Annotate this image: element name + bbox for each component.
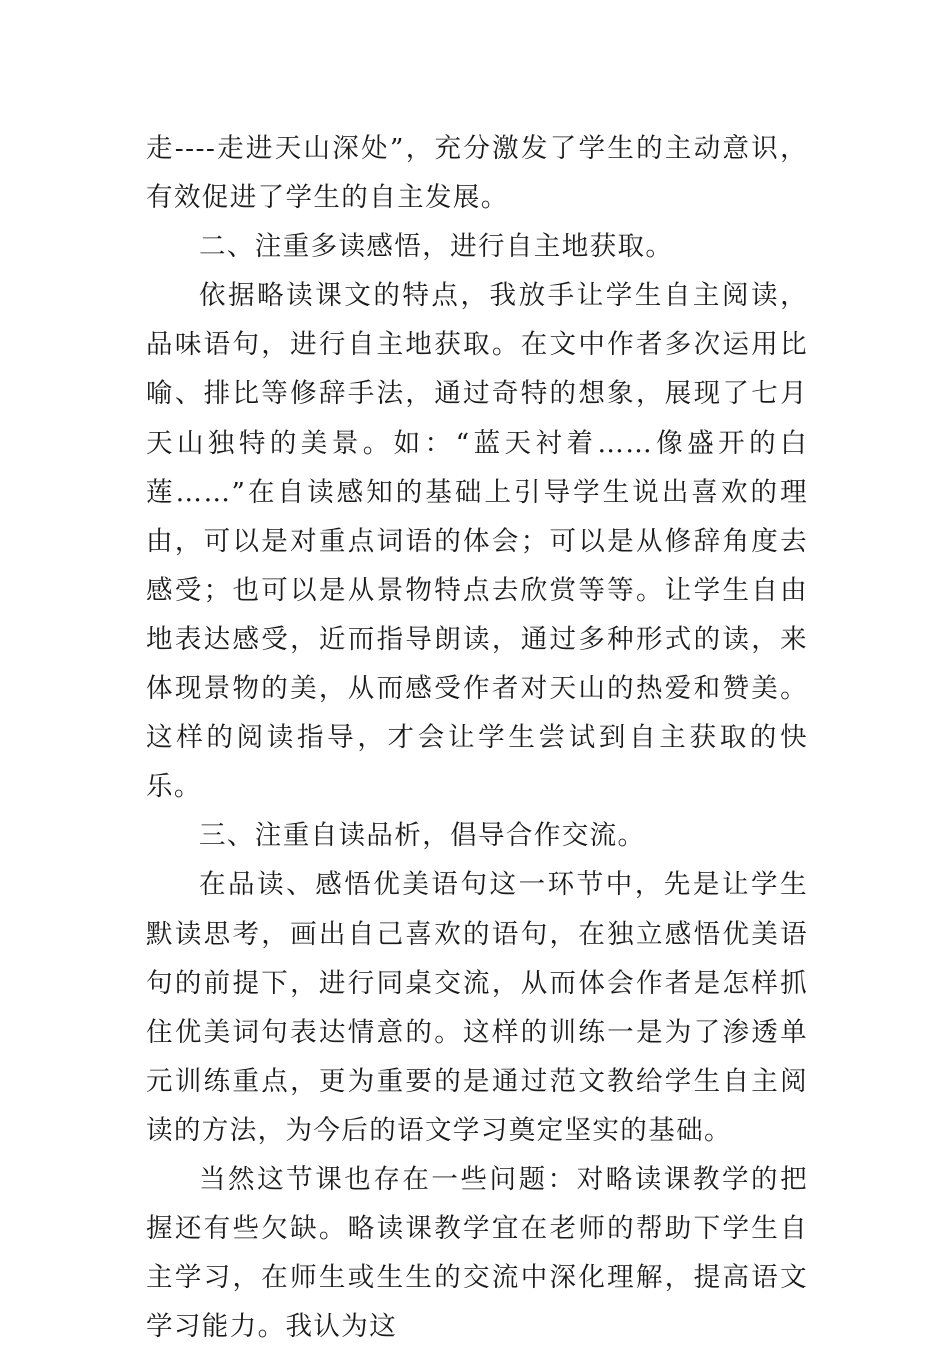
paragraph-cooperative-exchange: 在品读、感悟优美语句这一环节中，先是让学生默读思考，画出自己喜欢的语句，在独立感悟优美语句的前提下，进行同桌交流，从而体会作者是怎样抓住优美词句表达情意的。这样的训练一是为了渗透单元训练重点，更为重要的是通过范文教给学生自主阅读的方法，为今后的语文学习奠定坚实的基础。: [146, 869, 808, 1146]
paragraph-continuation: 走----走进天山深处”，充分激发了学生的主动意识，有效促进了学生的自主发展。: [146, 133, 808, 214]
body-text: [146, 124, 808, 1351]
section-heading-3: 三、注重自读品析，倡导合作交流。: [199, 820, 646, 852]
paragraph-reading-guidance: 依据略读课文的特点，我放手让学生自主阅读，品味语句，进行自主地获取。在文中作者多次运用比喻、排比等修辞手法，通过奇特的想象，展现了七月天山独特的美景。如：“蓝天衬着……像盛开的白莲……”在自读感知的基础上引导学生说出喜欢的理由，可以是对重点词语的体会；可以是从修辞角度去感受；也可以是从景物特点去欣赏等等。让学生自由地表达感受，近而指导朗读，通过多种形式的读，来体现景物的美，从而感受作者对天山的热爱和赞美。这样的阅读指导，才会让学生尝试到自主获取的快乐。: [146, 280, 808, 803]
paragraph-reflection: 当然这节课也存在一些问题：对略读课教学的把握还有些欠缺。略读课教学宜在老师的帮助下学生自主学习，在师生或生生的交流中深化理解，提高语文学习能力。我认为这: [146, 1163, 808, 1343]
section-heading-2: 二、注重多读感悟，进行自主地获取。: [199, 231, 674, 263]
